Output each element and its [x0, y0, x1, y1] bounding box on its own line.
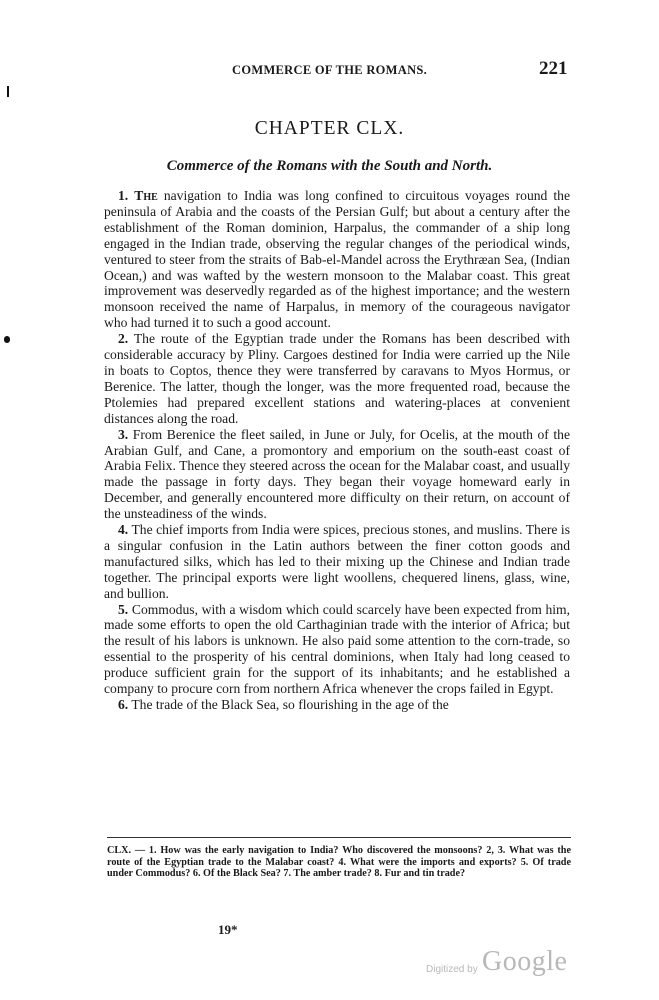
- digitized-watermark: [426, 944, 626, 984]
- watermark-prefix: Digitized by: [426, 964, 478, 975]
- paragraph: [104, 331, 570, 426]
- running-title: COMMERCE OF THE ROMANS.: [232, 63, 428, 77]
- chapter-subtitle: Commerce of the Romans with the South and North.: [166, 158, 493, 174]
- paragraph: [104, 522, 570, 602]
- paragraph-text: Commodus, with a wisdom which could scarcely have been expected from him, made some efforts to open the old Carthaginian trade with the interior of Africa; but the result of his labors is unknown. He also paid some attention to the corn-trade, so essential to the prosperity of his central dominions, when Italy had long ceased to produce sufficient grain for the support of its inhabitants; and he established a company to procure corn from northern Africa whenever the crops failed in Egypt.: [104, 601, 571, 697]
- paragraph-text: navigation to India was long confined to circuitous voyages round the peninsula of Arabia and the coasts of the Persian Gulf; but about a century after the establishment of the Roman dominion, Harpalus, the commander of a ship long engaged in the Indian trade, observing the regular changes of the periodical winds, ventured to steer from the straits of Bab-el-Mandel across the Erythræan Sea, (Indian Ocean,) and was wafted by the western monsoon to the Malabar coast. This great improvement was deservedly regarded as of the highest importance; and the western monsoon received the name of Harpalus, in memory of the courageous navigator who had turned it to such a good account.: [104, 188, 570, 331]
- paragraph: [104, 188, 570, 331]
- paragraph: [104, 427, 570, 522]
- body-text: [104, 188, 570, 713]
- margin-speck: [4, 336, 10, 343]
- paragraph-text: From Berenice the fleet sailed, in June or July, for Ocelis, at the mouth of the Arabian Gulf, and Cane, a promontory and emporium on the south-east coast of Arabia Felix. Thence they steered across the ocean for the Malabar coast, and usually made the passage in forty days. They began their voyage homeward early in December, and generally encountered more difficulty on their return, on account of the unsteadiness of the winds.: [104, 426, 570, 522]
- watermark-logo: Google: [482, 946, 568, 977]
- paragraph-number: 4.: [118, 522, 129, 538]
- paragraph-text: The chief imports from India were spices, precious stones, and muslins. There is a singular confusion in the Latin authors between the finer cotton goods and manufactured silks, which has led to their mixing up the Chinese and Indian trade together. The principal exports were light woollens, chequered linens, glass, wine, and bullion.: [104, 522, 570, 601]
- margin-speck: [7, 86, 9, 97]
- paragraph: [104, 602, 570, 697]
- paragraph-number: 2.: [118, 331, 129, 347]
- page-number: 221: [539, 58, 568, 79]
- paragraph-number: 5.: [118, 601, 129, 617]
- paragraph-text: The trade of the Black Sea, so flourishing in the age of the: [131, 697, 449, 712]
- running-head: [0, 58, 659, 82]
- footnote-questions: CLX. — 1. How was the early navigation to India? Who discovered the monsoons? 2, 3. What was the route of the Egyptian trade to the Malabar coast? 4. What were the imports and exports? 5. Of trade under Commodus? 6. Of the Black Sea? 7. The amber trade? 8. Fur and tin trade?: [107, 845, 571, 879]
- chapter-title: CHAPTER CLX.: [254, 118, 405, 139]
- paragraph-lead-word: The: [134, 188, 158, 203]
- signature-mark: 19*: [218, 922, 238, 937]
- paragraph-number: 3.: [118, 426, 129, 442]
- paragraph-text: The route of the Egyptian trade under the Romans has been described with considerable accuracy by Pliny. Cargoes destined for India were carried up the Nile in boats to Coptos, thence they were transferred by caravans to Myos Hormus, or Berenice. The latter, though the longer, was the more frequented road, because the Ptolemies had prepared excellent stations and watering-places at convenient distances along the road.: [104, 331, 570, 426]
- paragraph-number: 1.: [118, 188, 129, 203]
- footnote-divider: [107, 837, 571, 838]
- paragraph: [104, 697, 570, 713]
- paragraph-number: 6.: [118, 697, 129, 712]
